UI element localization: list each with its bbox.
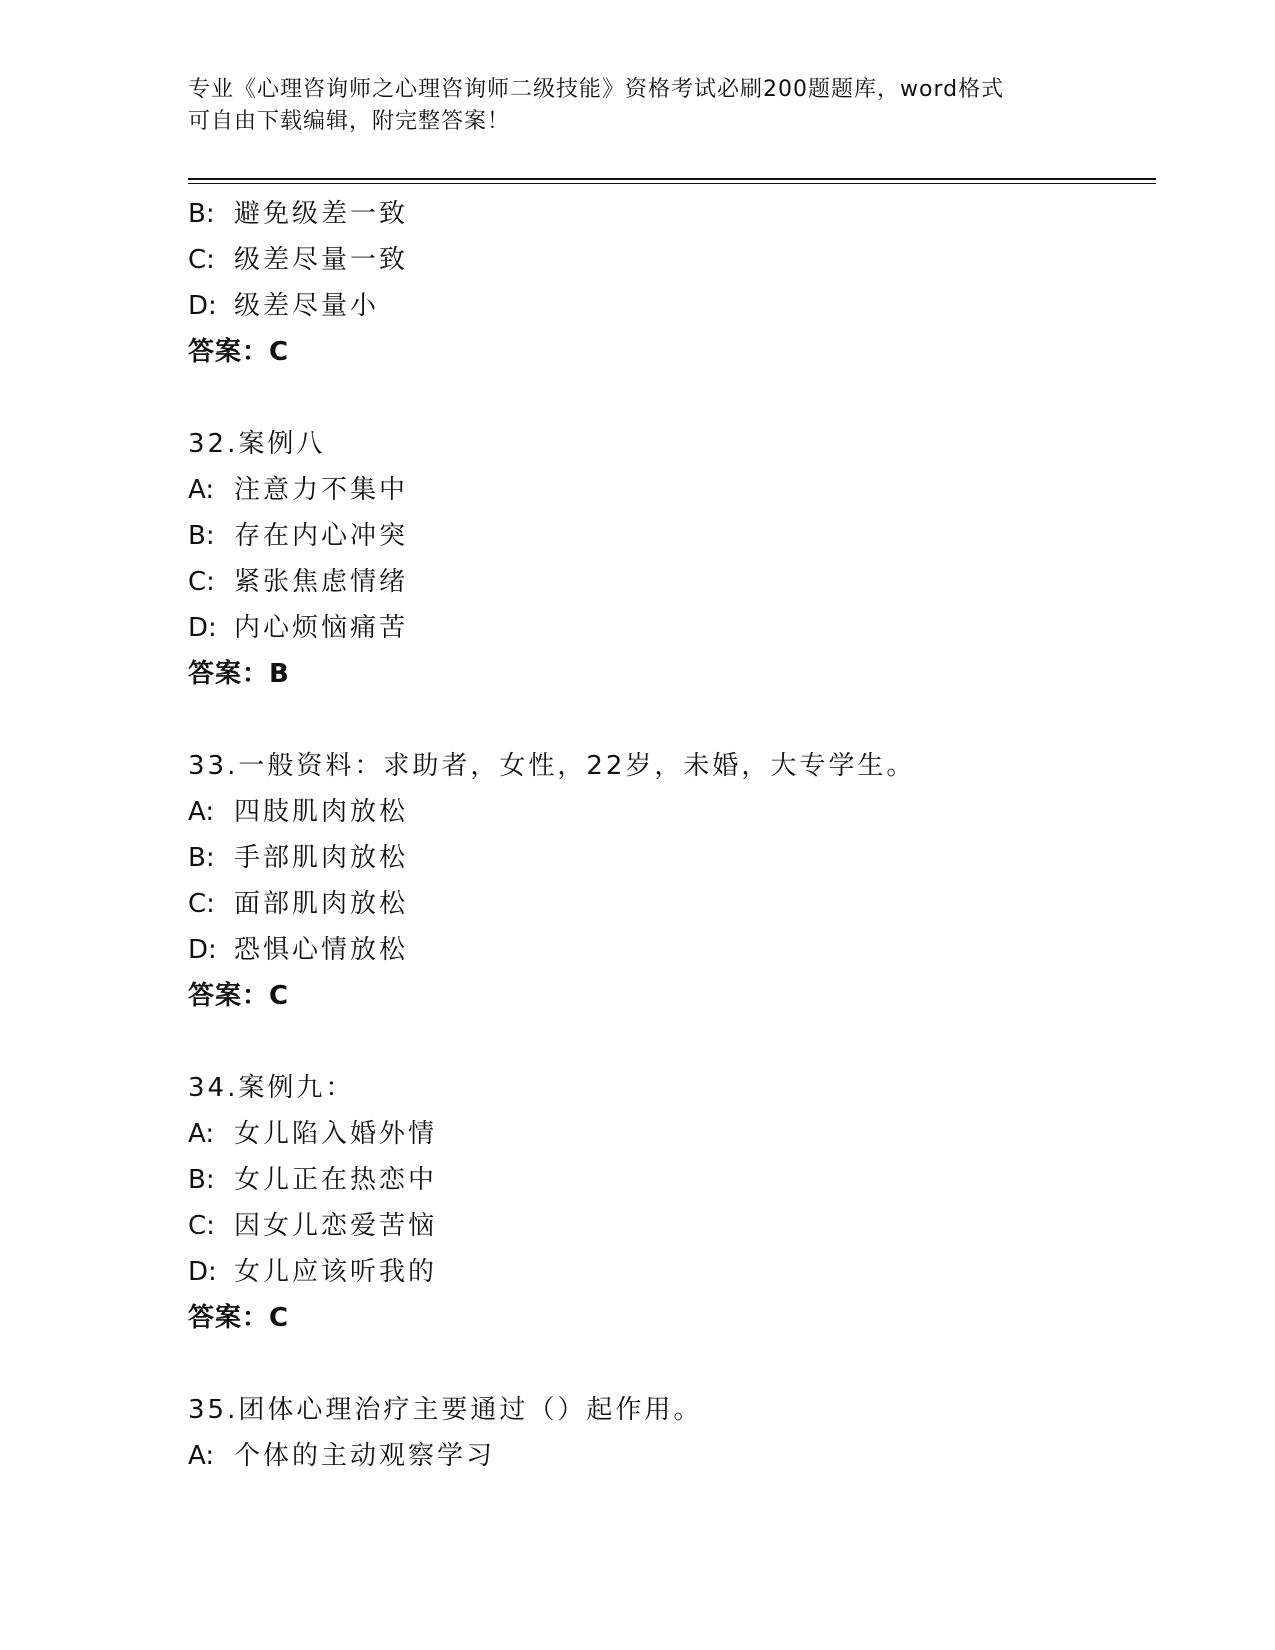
question-stem: 35.团体心理治疗主要通过（）起作用。	[188, 1395, 703, 1425]
question-stem: 33.一般资料：求助者，女性，22岁，未婚，大专学生。	[188, 751, 916, 781]
question-stem: 32.案例八	[188, 429, 326, 459]
option-a: A: 个体的主动观察学习	[188, 1441, 496, 1471]
answer-line: 答案：B	[188, 659, 290, 689]
document-body	[188, 191, 1148, 1479]
option-d: D: 级差尽量小	[188, 291, 380, 321]
option-b: B: 女儿正在热恋中	[188, 1165, 438, 1195]
option-d: D: 女儿应该听我的	[188, 1257, 438, 1287]
header-line-1: 专业《心理咨询师之心理咨询师二级技能》资格考试必刷200题题库，word格式	[188, 77, 1005, 102]
option-d: D: 内心烦恼痛苦	[188, 613, 409, 643]
document-header	[188, 74, 1088, 138]
option-c: C: 面部肌肉放松	[188, 889, 409, 919]
header-divider-thick	[188, 178, 1156, 180]
option-b: B: 存在内心冲突	[188, 521, 409, 551]
option-a: A: 女儿陷入婚外情	[188, 1119, 438, 1149]
question-stem: 34.案例九：	[188, 1073, 355, 1103]
question-32	[188, 421, 1148, 697]
option-c: C: 因女儿恋爱苦恼	[188, 1211, 438, 1241]
option-c: C: 级差尽量一致	[188, 245, 409, 275]
answer-line: 答案：C	[188, 1303, 290, 1333]
option-d: D: 恐惧心情放松	[188, 935, 409, 965]
header-line-2: 可自由下载编辑，附完整答案！	[188, 109, 511, 134]
question-33	[188, 743, 1148, 1019]
answer-line: 答案：C	[188, 981, 290, 1011]
question-34	[188, 1065, 1148, 1341]
question-31-continued	[188, 191, 1148, 375]
header-divider-thin	[188, 183, 1156, 184]
option-a: A: 注意力不集中	[188, 475, 409, 505]
answer-line: 答案：C	[188, 337, 290, 367]
question-35	[188, 1387, 1148, 1479]
option-c: C: 紧张焦虑情绪	[188, 567, 409, 597]
option-b: B: 手部肌肉放松	[188, 843, 409, 873]
option-a: A: 四肢肌肉放松	[188, 797, 409, 827]
option-b: B: 避免级差一致	[188, 199, 409, 229]
